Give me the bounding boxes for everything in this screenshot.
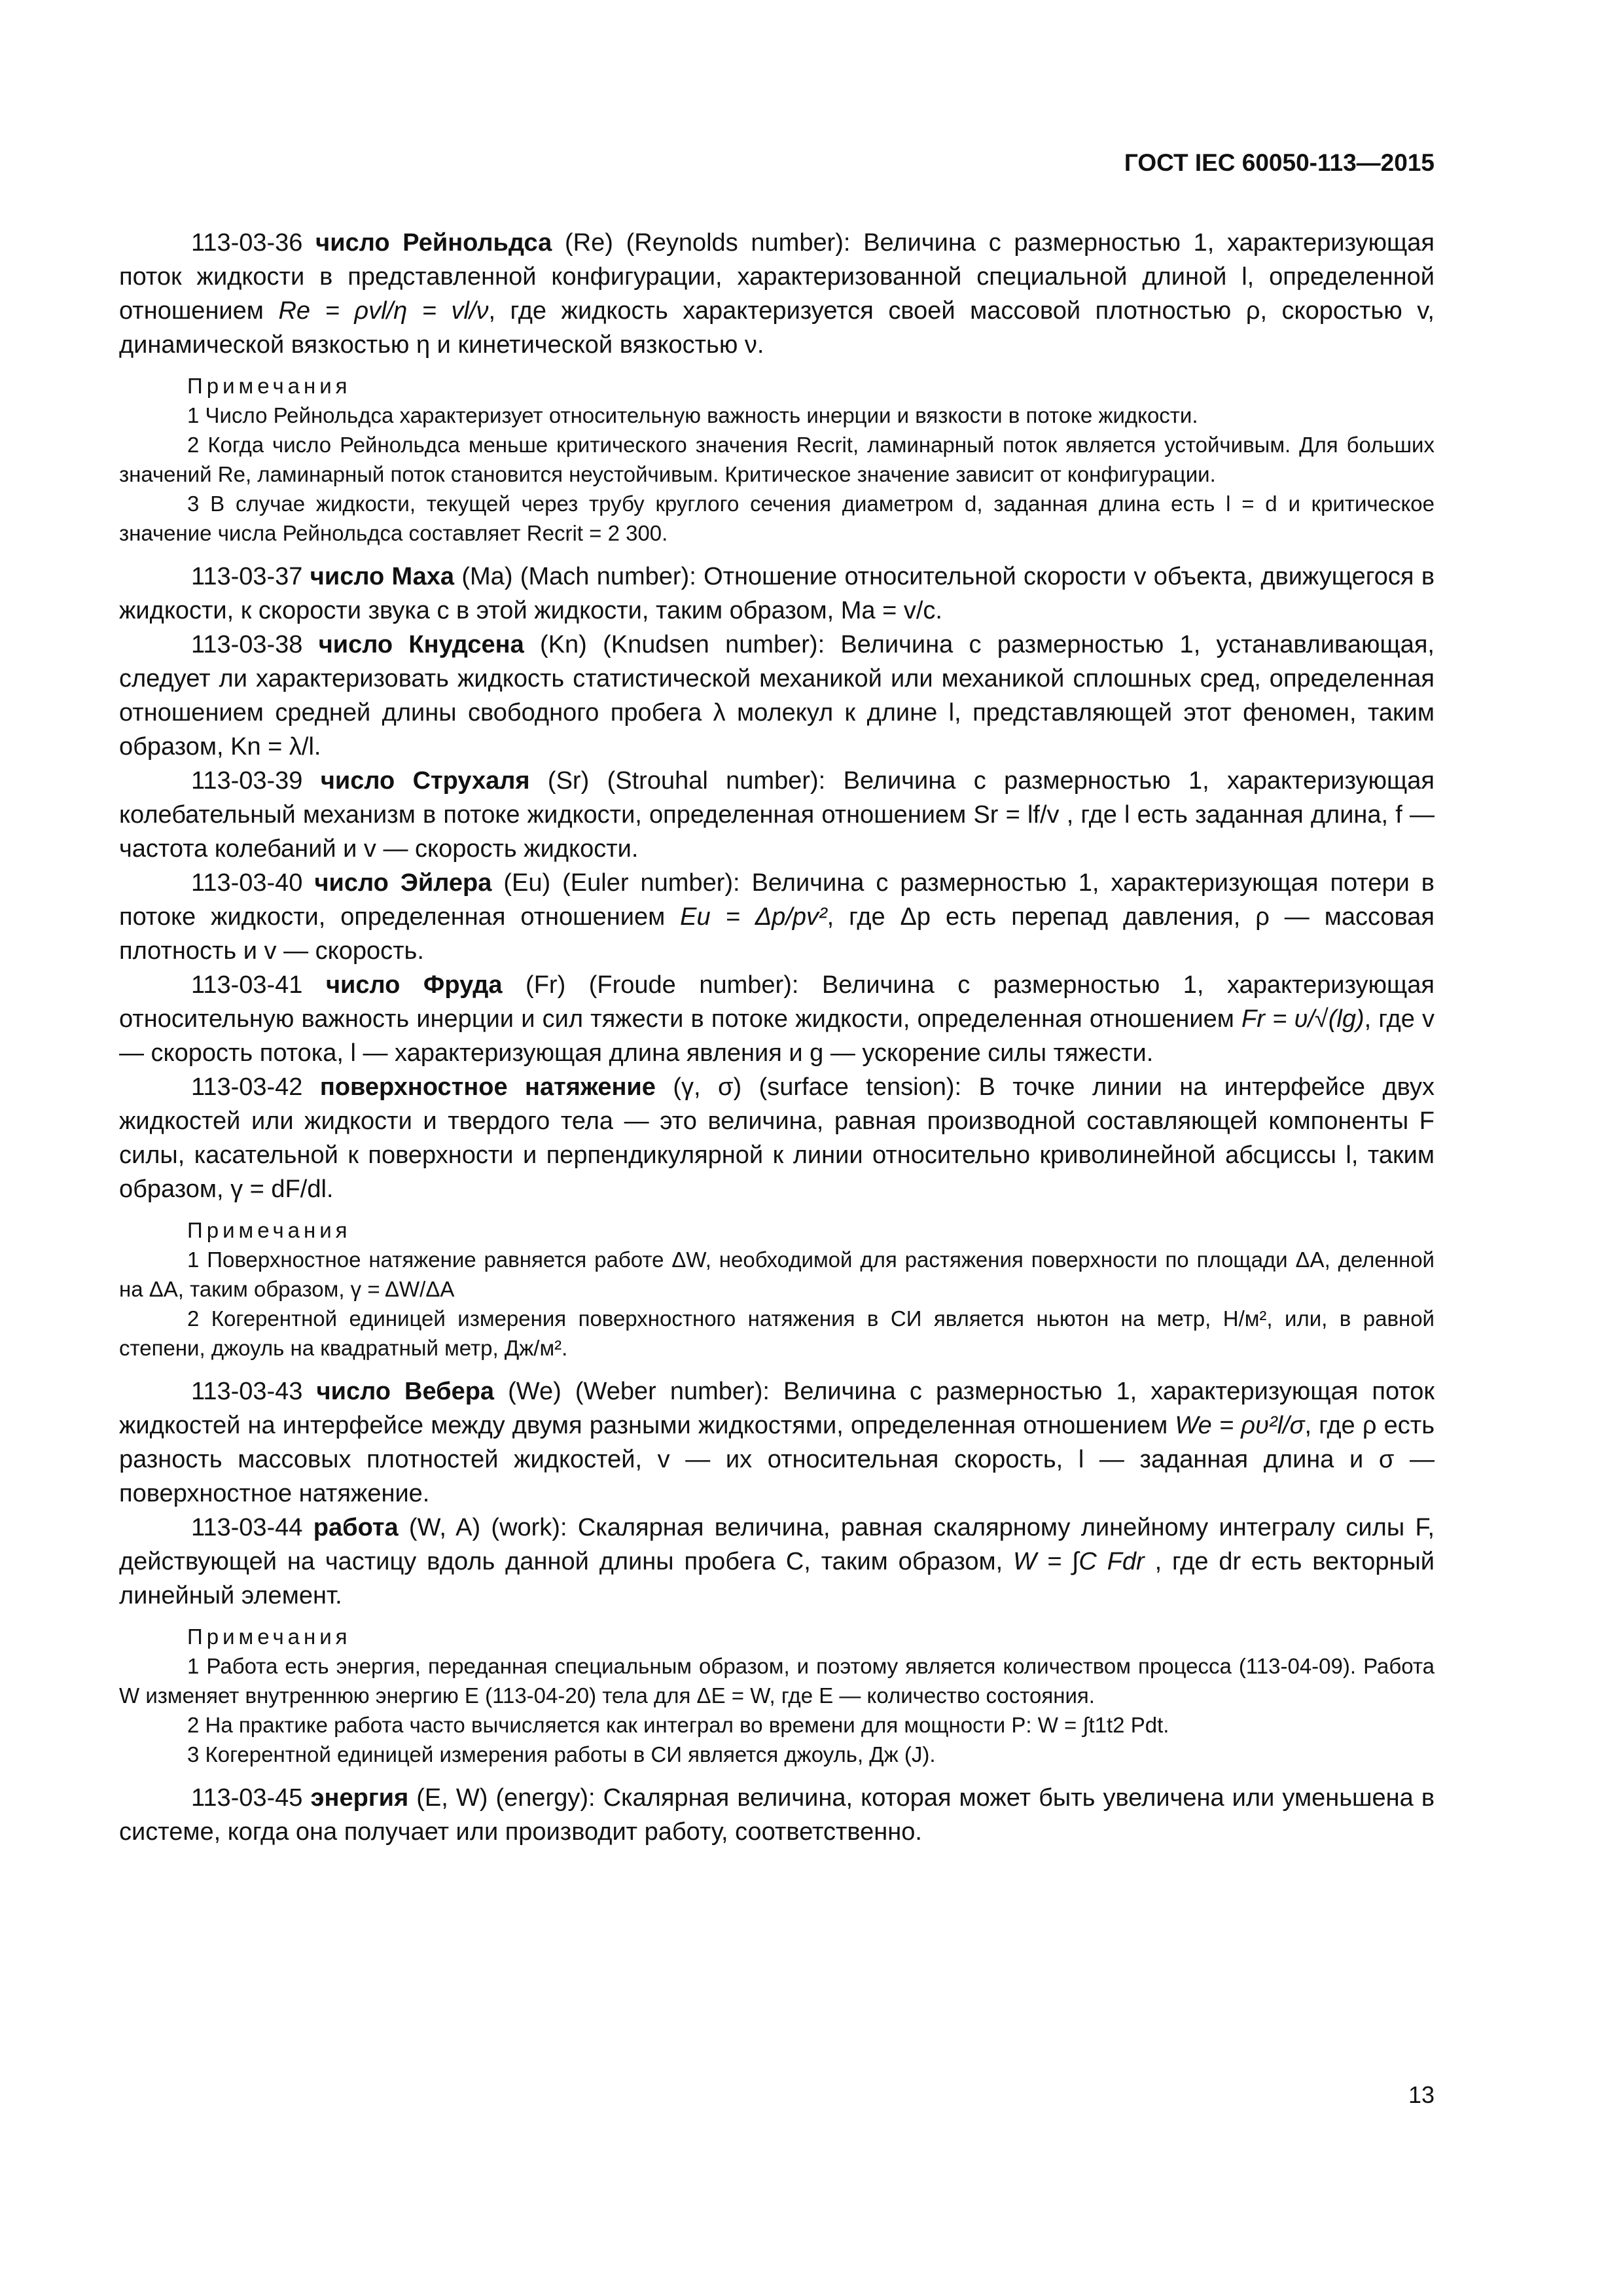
term-definition-continued: , где v — скорость потока, l — характеризующая длина явления и g — ускорение силы тяжести. <box>119 1005 1435 1067</box>
term-code: 113-03-44 <box>191 1514 303 1541</box>
note-item: 1 Поверхностное натяжение равняется работе ΔW, необходимой для растяжения поверхности по площади ΔA, деленной на ΔA, таким образом, γ = ΔW/ΔA <box>119 1247 1435 1301</box>
term-definition: (Re) (Reynolds number): Величина с размерностью 1, характеризующая поток жидкости в представленной конфигурации, характеризованной специальной длиной l, определенной отношением <box>119 229 1435 325</box>
term-definition: (Ma) (Mach number): Отношение относительной скорости v объекта, движущегося в жидкости, к скорости звука c в этой жидкости, таким образом, Ma = v/c. <box>119 563 1435 624</box>
term-code: 113-03-43 <box>191 1378 303 1405</box>
term-name: энергия <box>310 1784 409 1812</box>
term-definition: (Eu) (Euler number): Величина с размерностью 1, характеризующая потери в потоке жидкости, определенная отношением <box>119 869 1435 931</box>
term-code: 113-03-40 <box>191 869 303 897</box>
note-item: 2 На практике работа часто вычисляется как интеграл во времени для мощности P: W = ∫t1t2 Pdt. <box>187 1713 1169 1737</box>
notes-title: Примечания <box>187 374 351 398</box>
term-code: 113-03-38 <box>191 631 303 658</box>
term-entry <box>119 866 1435 968</box>
term-entry <box>119 764 1435 866</box>
term-entry <box>119 628 1435 764</box>
term-definition: (γ, σ) (surface tension): В точке линии на интерфейсе двух жидкостей или жидкости и твердого тела — это величина, равная производной составляющей компоненты F силы, касательной к поверхности и перпендикулярной к линии относительно криволинейной абсциссы l, таким образом, γ = dF/dl. <box>119 1073 1435 1203</box>
term-code: 113-03-42 <box>191 1073 303 1101</box>
note-item: 2 Когда число Рейнольдса меньше критического значения Recrit, ламинарный поток является устойчивым. Для больших значений Re, ламинарный поток становится неустойчивым. Критическое значение зависит от конфигурации. <box>119 433 1435 486</box>
term-code: 113-03-37 <box>191 563 303 590</box>
term-definition-continued: , где ρ есть разность массовых плотностей жидкостей, v — их относительная скорость, l — заданная длина и σ — поверхностное натяжение. <box>119 1412 1435 1507</box>
term-entry <box>119 968 1435 1070</box>
term-entry <box>119 1781 1435 1849</box>
term-code: 113-03-39 <box>191 767 303 795</box>
notes-block <box>119 1215 1435 1363</box>
term-definition-continued: , где dr есть векторный линейный элемент. <box>119 1548 1435 1609</box>
term-entry <box>119 560 1435 628</box>
term-definition-continued: , где Δp есть перепад давления, ρ — массовая плотность и v — скорость. <box>119 903 1435 965</box>
term-definition: (Fr) (Froude number): Величина с размерностью 1, характеризующая относительную важность инерции и сил тяжести в потоке жидкости, определенная отношением <box>119 971 1435 1033</box>
term-name: число Вебера <box>316 1378 495 1405</box>
term-name: число Маха <box>310 563 455 590</box>
note-item: 1 Число Рейнольдса характеризует относительную важность инерции и вязкости в потоке жидкости. <box>187 403 1198 427</box>
term-code: 113-03-41 <box>191 971 303 999</box>
term-name: число Струхаля <box>320 767 530 795</box>
term-formula: W = ∫C Fdr <box>1013 1548 1145 1575</box>
term-name: число Рейнольдса <box>315 229 552 257</box>
term-name: число Фруда <box>325 971 503 999</box>
term-name: число Кнудсена <box>318 631 524 658</box>
note-item: 3 В случае жидкости, текущей через трубу круглого сечения диаметром d, заданная длина есть l = d и критическое значение числа Рейнольдса составляет Recrit = 2 300. <box>119 492 1435 545</box>
document-standard-header: ГОСТ IEC 60050-113—2015 <box>1124 149 1435 176</box>
term-entry <box>119 1374 1435 1511</box>
term-code: 113-03-36 <box>191 229 303 257</box>
term-name: поверхностное натяжение <box>319 1073 656 1101</box>
term-formula: We = ρυ²l/σ <box>1175 1412 1305 1439</box>
term-entry <box>119 226 1435 362</box>
notes-title: Примечания <box>187 1624 351 1649</box>
term-code: 113-03-45 <box>191 1784 303 1812</box>
term-entry <box>119 1070 1435 1206</box>
note-item: 3 Когерентной единицей измерения работы в СИ является джоуль, Дж (J). <box>187 1742 936 1767</box>
notes-title: Примечания <box>187 1218 351 1242</box>
notes-block <box>119 371 1435 548</box>
page-content <box>119 226 1435 1849</box>
term-name: число Эйлера <box>314 869 492 897</box>
term-entry <box>119 1511 1435 1613</box>
term-definition-continued: , где жидкость характеризуется своей массовой плотностью ρ, скоростью v, динамической вязкостью η и кинетической вязкостью ν. <box>119 297 1435 359</box>
term-definition: (Sr) (Strouhal number): Величина с размерностью 1, характеризующая колебательный механизм в потоке жидкости, определенная отношением Sr = lf/v , где l есть заданная длина, f — частота колебаний и v — скорость жидкости. <box>119 767 1435 863</box>
page-number: 13 <box>1408 2081 1435 2108</box>
term-formula: Fr = υ/√(lg) <box>1241 1005 1364 1033</box>
term-formula: Eu = Δp/pv² <box>680 903 827 931</box>
term-name: работа <box>313 1514 399 1541</box>
term-definition: (We) (Weber number): Величина с размерностью 1, характеризующая поток жидкостей на интерфейсе между двумя разными жидкостями, определенная отношением <box>119 1378 1435 1439</box>
term-definition: (Kn) (Knudsen number): Величина с размерностью 1, устанавливающая, следует ли характеризовать жидкость статистической механикой или механикой сплошных сред, определенная отношением средней длины свободного пробега λ молекул к длине l, представляющей этот феномен, таким образом, Kn = λ/l. <box>119 631 1435 761</box>
note-item: 2 Когерентной единицей измерения поверхностного натяжения в СИ является ньютон на метр, Н/м², или, в равной степени, джоуль на квадратный метр, Дж/м². <box>119 1306 1435 1360</box>
notes-block <box>119 1622 1435 1769</box>
term-definition: (W, A) (work): Скалярная величина, равная скалярному линейному интегралу силы F, действующей на частицу вдоль данной длины пробега C, таким образом, <box>119 1514 1435 1575</box>
term-formula: Re = ρvl/η = vl/ν <box>278 297 489 325</box>
note-item: 1 Работа есть энергия, переданная специальным образом, и поэтому является количеством процесса (113-04-09). Работа W изменяет внутреннюю энергию E (113-04-20) тела для ΔE = W, где E — количество состояния. <box>119 1654 1435 1708</box>
term-definition: (E, W) (energy): Скалярная величина, которая может быть увеличена или уменьшена в системе, когда она получает или производит работу, соответственно. <box>119 1784 1435 1846</box>
